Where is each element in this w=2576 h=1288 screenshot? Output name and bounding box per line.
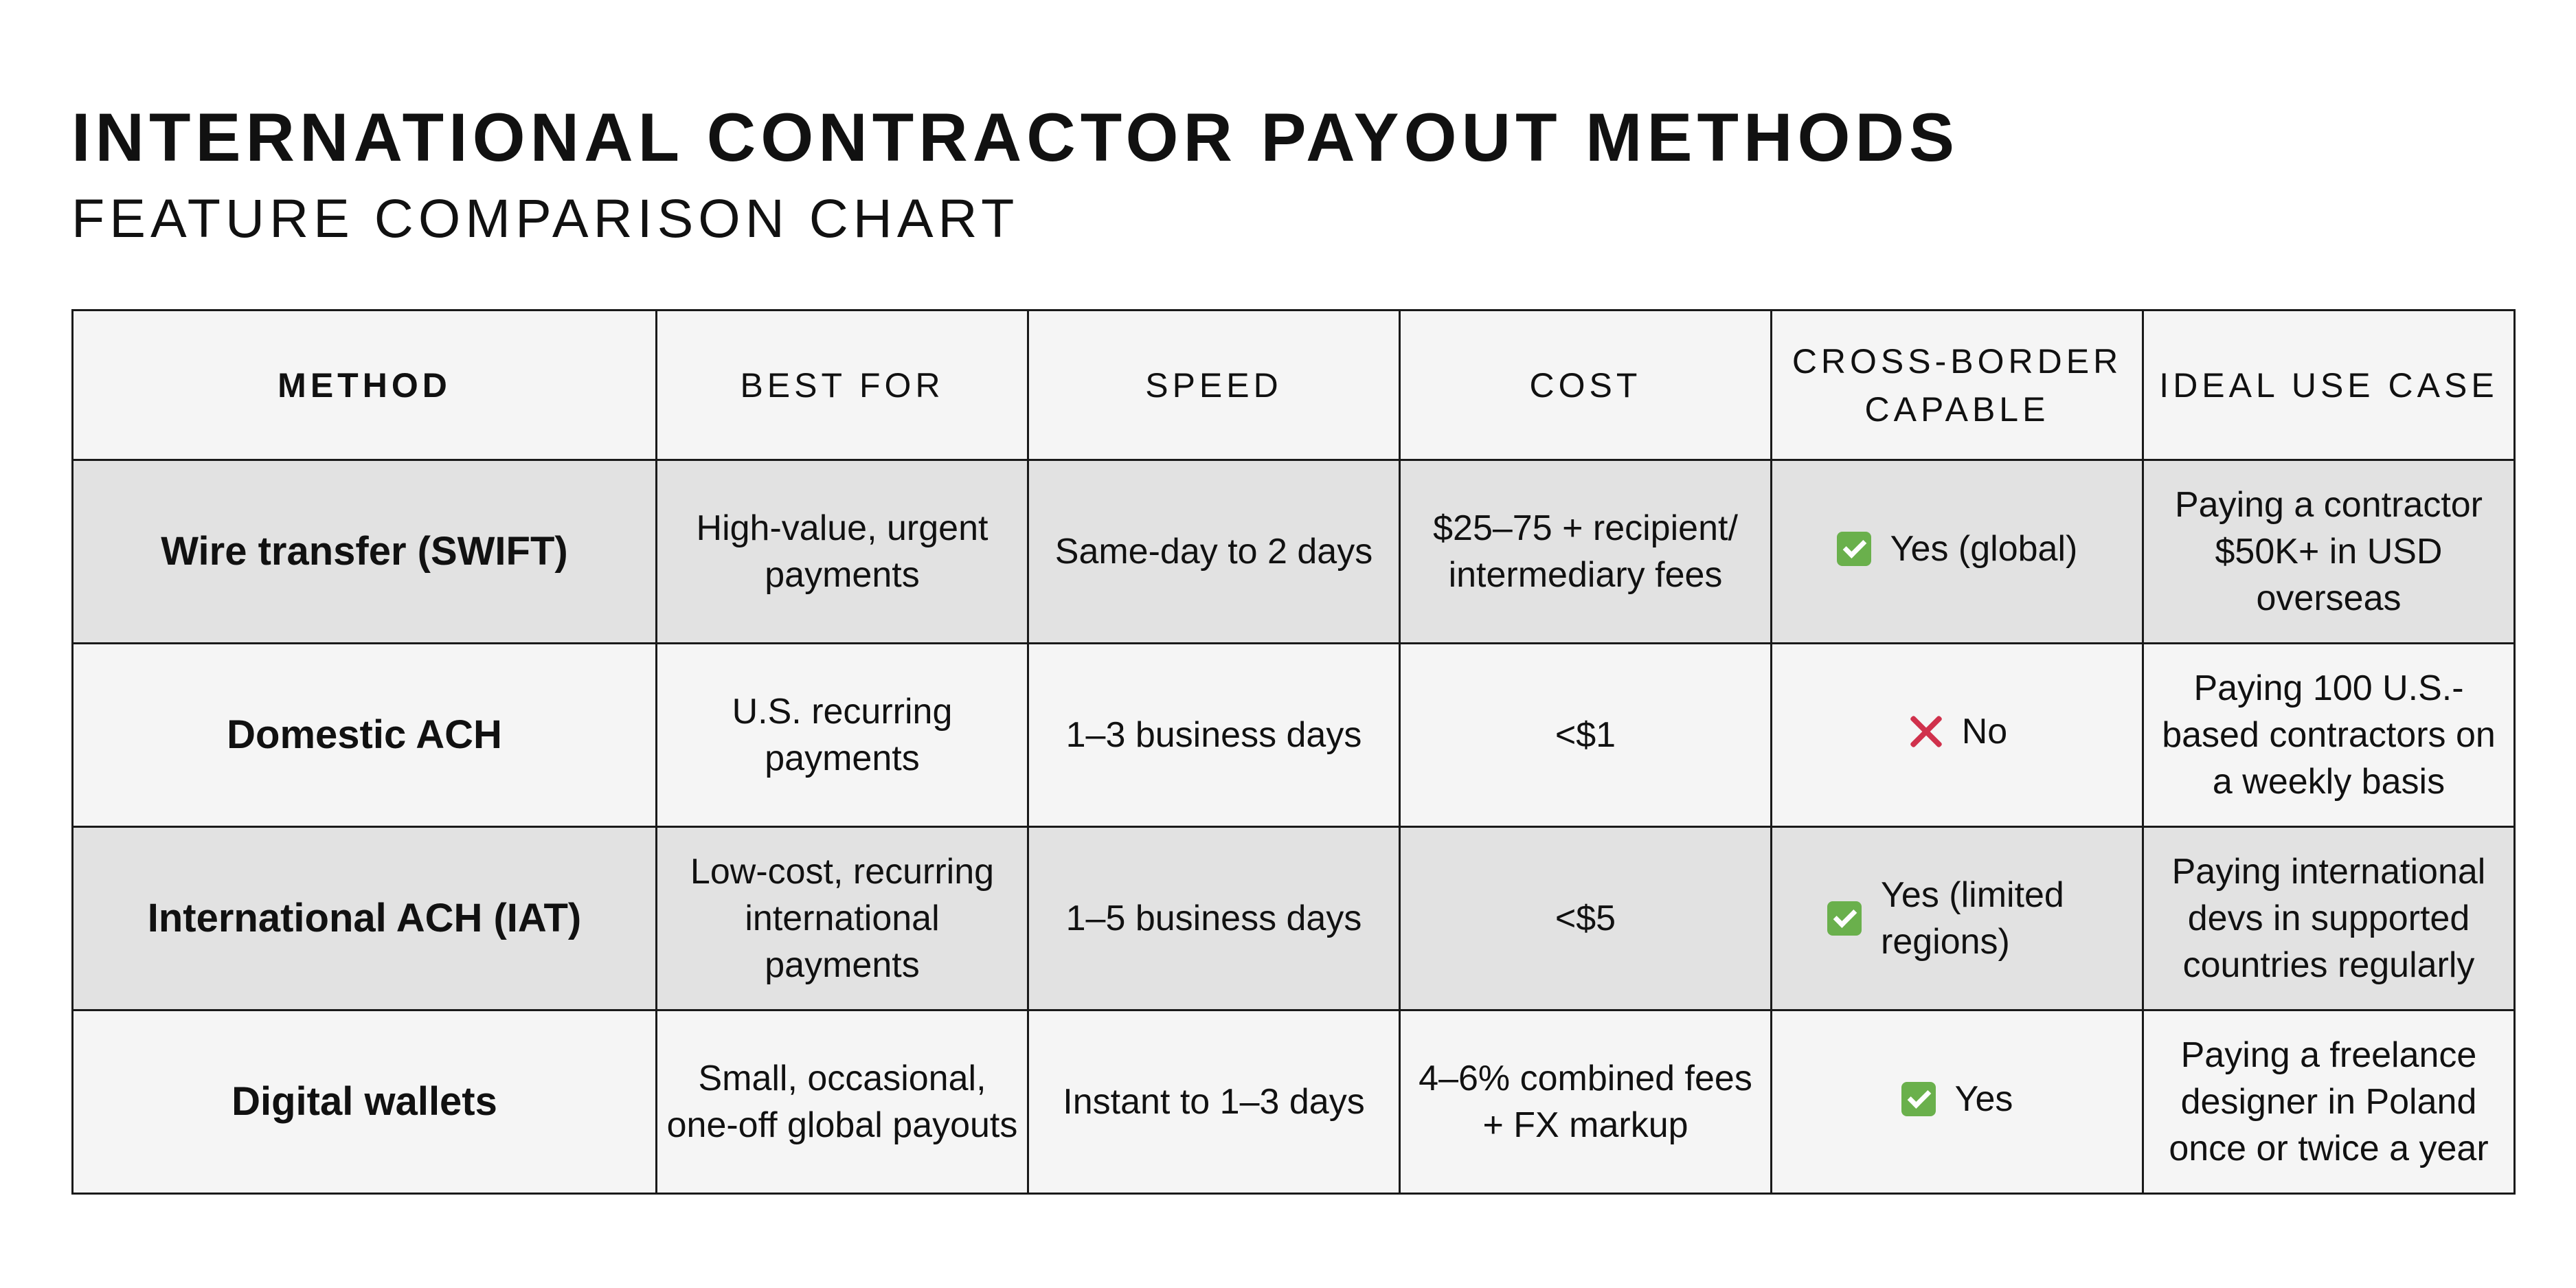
use-case-cell: Paying 100 U.S.-based contractors on a weekly basis: [2143, 644, 2515, 827]
use-case-cell: Paying a freelance designer in Poland once or twice a year: [2143, 1010, 2515, 1194]
header-best-for: BEST FOR: [657, 310, 1028, 460]
cost-cell: 4–6% combined fees + FX markup: [1400, 1010, 1772, 1194]
speed-cell: 1–5 business days: [1028, 827, 1400, 1010]
header-speed: SPEED: [1028, 310, 1400, 460]
page-subtitle: FEATURE COMPARISON CHART: [71, 188, 1019, 249]
header-cross-border: CROSS-BORDER CAPABLE: [1772, 310, 2143, 460]
use-case-cell: Paying a contractor $50K+ in USD overseas: [2143, 460, 2515, 644]
cross-border-text: Yes (limited regions): [1881, 875, 2064, 962]
speed-cell: Instant to 1–3 days: [1028, 1010, 1400, 1194]
method-cell: Digital wallets: [73, 1010, 657, 1194]
best-for-cell: Low-cost, recurring international payments: [657, 827, 1028, 1010]
header-method: METHOD: [73, 310, 657, 460]
cross-border-flag: [1901, 1076, 2013, 1122]
cross-border-cell: [1772, 1010, 2143, 1194]
cross-border-text: Yes: [1954, 1079, 2013, 1119]
best-for-cell: U.S. recurring payments: [657, 644, 1028, 827]
cross-border-flag: [1837, 526, 2078, 572]
table-row: [73, 827, 2515, 1010]
method-cell: International ACH (IAT): [73, 827, 657, 1010]
table-row: [73, 460, 2515, 644]
cross-border-cell: [1772, 827, 2143, 1010]
cross-border-cell: [1772, 460, 2143, 644]
best-for-cell: Small, occasional, one-off global payouts: [657, 1010, 1028, 1194]
check-icon: [1837, 532, 1871, 566]
cross-border-text: No: [1961, 711, 2008, 752]
cross-icon: [1907, 712, 1945, 751]
cross-border-flag: [1827, 872, 2087, 965]
table-body: [73, 460, 2515, 1194]
check-icon: [1901, 1082, 1936, 1116]
speed-cell: Same-day to 2 days: [1028, 460, 1400, 644]
speed-cell: 1–3 business days: [1028, 644, 1400, 827]
header-cost: COST: [1400, 310, 1772, 460]
check-icon: [1827, 901, 1862, 936]
header-row: [73, 310, 2515, 460]
header-ideal-use-case: IDEAL USE CASE: [2143, 310, 2515, 460]
method-cell: Wire transfer (SWIFT): [73, 460, 657, 644]
cross-border-cell: [1772, 644, 2143, 827]
method-cell: Domestic ACH: [73, 644, 657, 827]
comparison-table: [71, 309, 2516, 1195]
cross-border-flag: [1907, 708, 2007, 755]
cross-border-text: Yes (global): [1890, 529, 2078, 569]
page-title: INTERNATIONAL CONTRACTOR PAYOUT METHODS: [71, 99, 1960, 175]
table-row: [73, 1010, 2515, 1194]
table-row: [73, 644, 2515, 827]
best-for-cell: High-value, urgent payments: [657, 460, 1028, 644]
use-case-cell: Paying international devs in supported countries regularly: [2143, 827, 2515, 1010]
cost-cell: <$5: [1400, 827, 1772, 1010]
cost-cell: $25–75 + recipient/ intermediary fees: [1400, 460, 1772, 644]
table-header: [73, 310, 2515, 460]
cost-cell: <$1: [1400, 644, 1772, 827]
